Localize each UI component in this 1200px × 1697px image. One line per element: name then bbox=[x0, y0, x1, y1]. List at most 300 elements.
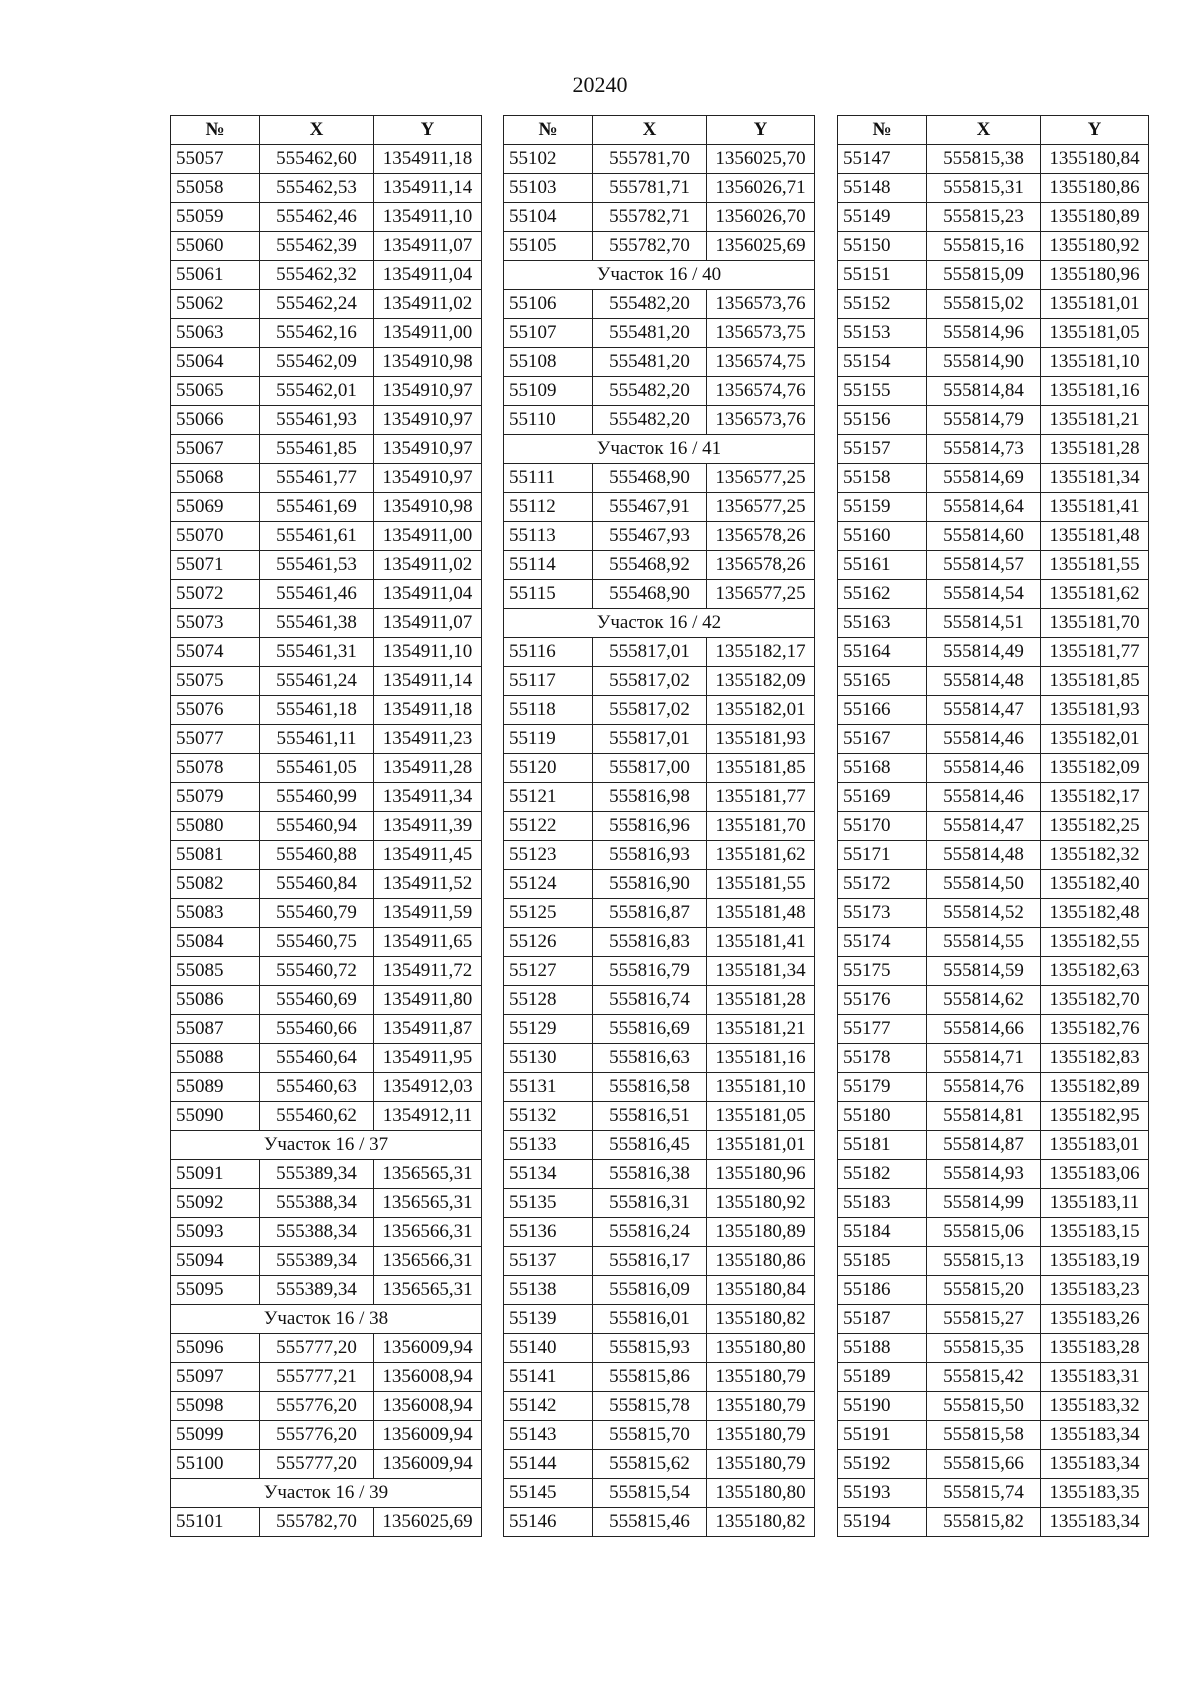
x-coordinate: 555814,69 bbox=[927, 464, 1041, 493]
x-coordinate: 555814,48 bbox=[927, 841, 1041, 870]
x-coordinate: 555815,70 bbox=[593, 1421, 707, 1450]
y-coordinate: 1355181,55 bbox=[707, 870, 815, 899]
point-number: 55065 bbox=[171, 377, 260, 406]
y-coordinate: 1354910,98 bbox=[374, 348, 482, 377]
x-coordinate: 555782,70 bbox=[593, 232, 707, 261]
y-coordinate: 1355180,92 bbox=[707, 1189, 815, 1218]
y-coordinate: 1354912,11 bbox=[374, 1102, 482, 1131]
y-coordinate: 1354910,97 bbox=[374, 435, 482, 464]
table-row bbox=[504, 1247, 815, 1276]
y-coordinate: 1355183,19 bbox=[1041, 1247, 1149, 1276]
table-row bbox=[504, 841, 815, 870]
x-coordinate: 555816,51 bbox=[593, 1102, 707, 1131]
table-row bbox=[171, 1276, 482, 1305]
point-number: 55068 bbox=[171, 464, 260, 493]
point-number: 55071 bbox=[171, 551, 260, 580]
table-row bbox=[171, 841, 482, 870]
x-coordinate: 555462,32 bbox=[260, 261, 374, 290]
header-x: X bbox=[927, 116, 1041, 145]
x-coordinate: 555816,93 bbox=[593, 841, 707, 870]
table-row bbox=[838, 232, 1149, 261]
x-coordinate: 555814,71 bbox=[927, 1044, 1041, 1073]
table-row bbox=[171, 1363, 482, 1392]
x-coordinate: 555815,58 bbox=[927, 1421, 1041, 1450]
y-coordinate: 1356025,69 bbox=[374, 1508, 482, 1537]
x-coordinate: 555814,59 bbox=[927, 957, 1041, 986]
table-row bbox=[171, 725, 482, 754]
section-title: Участок 16 / 42 bbox=[504, 609, 815, 638]
x-coordinate: 555814,51 bbox=[927, 609, 1041, 638]
x-coordinate: 555814,62 bbox=[927, 986, 1041, 1015]
point-number: 55164 bbox=[838, 638, 927, 667]
table-row bbox=[838, 1276, 1149, 1305]
table-row bbox=[171, 1218, 482, 1247]
y-coordinate: 1354911,80 bbox=[374, 986, 482, 1015]
point-number: 55137 bbox=[504, 1247, 593, 1276]
section-title: Участок 16 / 41 bbox=[504, 435, 815, 464]
y-coordinate: 1356009,94 bbox=[374, 1334, 482, 1363]
x-coordinate: 555814,96 bbox=[927, 319, 1041, 348]
x-coordinate: 555814,90 bbox=[927, 348, 1041, 377]
y-coordinate: 1355180,96 bbox=[1041, 261, 1149, 290]
point-number: 55062 bbox=[171, 290, 260, 319]
x-coordinate: 555460,84 bbox=[260, 870, 374, 899]
y-coordinate: 1355181,28 bbox=[707, 986, 815, 1015]
x-coordinate: 555814,52 bbox=[927, 899, 1041, 928]
point-number: 55181 bbox=[838, 1131, 927, 1160]
table-row bbox=[171, 174, 482, 203]
y-coordinate: 1354911,04 bbox=[374, 580, 482, 609]
x-coordinate: 555814,57 bbox=[927, 551, 1041, 580]
point-number: 55153 bbox=[838, 319, 927, 348]
point-number: 55175 bbox=[838, 957, 927, 986]
x-coordinate: 555815,86 bbox=[593, 1363, 707, 1392]
x-coordinate: 555815,06 bbox=[927, 1218, 1041, 1247]
point-number: 55126 bbox=[504, 928, 593, 957]
point-number: 55170 bbox=[838, 812, 927, 841]
point-number: 55139 bbox=[504, 1305, 593, 1334]
y-coordinate: 1355181,16 bbox=[1041, 377, 1149, 406]
point-number: 55135 bbox=[504, 1189, 593, 1218]
y-coordinate: 1356578,26 bbox=[707, 522, 815, 551]
header-number: № bbox=[504, 116, 593, 145]
table-row bbox=[838, 464, 1149, 493]
point-number: 55057 bbox=[171, 145, 260, 174]
y-coordinate: 1354911,45 bbox=[374, 841, 482, 870]
x-coordinate: 555461,38 bbox=[260, 609, 374, 638]
x-coordinate: 555482,20 bbox=[593, 406, 707, 435]
point-number: 55093 bbox=[171, 1218, 260, 1247]
table-row bbox=[171, 1247, 482, 1276]
point-number: 55141 bbox=[504, 1363, 593, 1392]
y-coordinate: 1354910,98 bbox=[374, 493, 482, 522]
x-coordinate: 555481,20 bbox=[593, 348, 707, 377]
point-number: 55103 bbox=[504, 174, 593, 203]
point-number: 55131 bbox=[504, 1073, 593, 1102]
point-number: 55166 bbox=[838, 696, 927, 725]
x-coordinate: 555815,16 bbox=[927, 232, 1041, 261]
x-coordinate: 555815,46 bbox=[593, 1508, 707, 1537]
table-row bbox=[504, 1392, 815, 1421]
table-row bbox=[171, 435, 482, 464]
point-number: 55132 bbox=[504, 1102, 593, 1131]
table-row bbox=[504, 638, 815, 667]
x-coordinate: 555816,74 bbox=[593, 986, 707, 1015]
table-row bbox=[171, 986, 482, 1015]
table-header-row bbox=[838, 116, 1149, 145]
point-number: 55074 bbox=[171, 638, 260, 667]
x-coordinate: 555461,69 bbox=[260, 493, 374, 522]
point-number: 55169 bbox=[838, 783, 927, 812]
x-coordinate: 555814,46 bbox=[927, 754, 1041, 783]
table-row bbox=[838, 1044, 1149, 1073]
table-row bbox=[504, 1479, 815, 1508]
x-coordinate: 555461,53 bbox=[260, 551, 374, 580]
x-coordinate: 555817,00 bbox=[593, 754, 707, 783]
table-row bbox=[504, 812, 815, 841]
y-coordinate: 1355183,34 bbox=[1041, 1421, 1149, 1450]
point-number: 55086 bbox=[171, 986, 260, 1015]
point-number: 55119 bbox=[504, 725, 593, 754]
x-coordinate: 555461,93 bbox=[260, 406, 374, 435]
point-number: 55140 bbox=[504, 1334, 593, 1363]
point-number: 55095 bbox=[171, 1276, 260, 1305]
point-number: 55106 bbox=[504, 290, 593, 319]
y-coordinate: 1356577,25 bbox=[707, 464, 815, 493]
y-coordinate: 1354911,34 bbox=[374, 783, 482, 812]
y-coordinate: 1355183,15 bbox=[1041, 1218, 1149, 1247]
section-title: Участок 16 / 38 bbox=[171, 1305, 482, 1334]
x-coordinate: 555482,20 bbox=[593, 377, 707, 406]
point-number: 55176 bbox=[838, 986, 927, 1015]
table-row bbox=[504, 1421, 815, 1450]
x-coordinate: 555814,99 bbox=[927, 1189, 1041, 1218]
y-coordinate: 1355181,70 bbox=[1041, 609, 1149, 638]
point-number: 55079 bbox=[171, 783, 260, 812]
point-number: 55112 bbox=[504, 493, 593, 522]
point-number: 55108 bbox=[504, 348, 593, 377]
y-coordinate: 1356025,70 bbox=[707, 145, 815, 174]
x-coordinate: 555816,45 bbox=[593, 1131, 707, 1160]
table-row bbox=[504, 1508, 815, 1537]
x-coordinate: 555815,82 bbox=[927, 1508, 1041, 1537]
table-row bbox=[171, 406, 482, 435]
x-coordinate: 555482,20 bbox=[593, 290, 707, 319]
y-coordinate: 1354911,00 bbox=[374, 522, 482, 551]
table-row bbox=[838, 1189, 1149, 1218]
x-coordinate: 555460,88 bbox=[260, 841, 374, 870]
x-coordinate: 555782,70 bbox=[260, 1508, 374, 1537]
x-coordinate: 555815,27 bbox=[927, 1305, 1041, 1334]
section-row bbox=[171, 1131, 482, 1160]
table-row bbox=[838, 580, 1149, 609]
table-row bbox=[504, 1044, 815, 1073]
x-coordinate: 555460,63 bbox=[260, 1073, 374, 1102]
table-row bbox=[838, 145, 1149, 174]
y-coordinate: 1355180,80 bbox=[707, 1479, 815, 1508]
table-row bbox=[504, 319, 815, 348]
table-row bbox=[504, 899, 815, 928]
x-coordinate: 555816,98 bbox=[593, 783, 707, 812]
coordinate-table-middle bbox=[503, 115, 815, 1537]
y-coordinate: 1355181,01 bbox=[707, 1131, 815, 1160]
table-row bbox=[504, 986, 815, 1015]
point-number: 55063 bbox=[171, 319, 260, 348]
y-coordinate: 1354911,95 bbox=[374, 1044, 482, 1073]
y-coordinate: 1355183,23 bbox=[1041, 1276, 1149, 1305]
point-number: 55147 bbox=[838, 145, 927, 174]
y-coordinate: 1354911,07 bbox=[374, 609, 482, 638]
y-coordinate: 1354910,97 bbox=[374, 464, 482, 493]
y-coordinate: 1355182,76 bbox=[1041, 1015, 1149, 1044]
table-row bbox=[838, 1450, 1149, 1479]
table-row bbox=[504, 1363, 815, 1392]
x-coordinate: 555814,48 bbox=[927, 667, 1041, 696]
table-row bbox=[171, 551, 482, 580]
table-row bbox=[838, 1479, 1149, 1508]
point-number: 55087 bbox=[171, 1015, 260, 1044]
point-number: 55073 bbox=[171, 609, 260, 638]
y-coordinate: 1356008,94 bbox=[374, 1392, 482, 1421]
point-number: 55127 bbox=[504, 957, 593, 986]
x-coordinate: 555776,20 bbox=[260, 1421, 374, 1450]
point-number: 55182 bbox=[838, 1160, 927, 1189]
table-row bbox=[504, 406, 815, 435]
table-row bbox=[171, 493, 482, 522]
point-number: 55167 bbox=[838, 725, 927, 754]
x-coordinate: 555462,09 bbox=[260, 348, 374, 377]
y-coordinate: 1355181,62 bbox=[707, 841, 815, 870]
x-coordinate: 555781,71 bbox=[593, 174, 707, 203]
y-coordinate: 1354911,04 bbox=[374, 261, 482, 290]
y-coordinate: 1355181,34 bbox=[707, 957, 815, 986]
y-coordinate: 1355180,84 bbox=[707, 1276, 815, 1305]
x-coordinate: 555460,64 bbox=[260, 1044, 374, 1073]
section-title: Участок 16 / 37 bbox=[171, 1131, 482, 1160]
y-coordinate: 1355180,79 bbox=[707, 1392, 815, 1421]
y-coordinate: 1356566,31 bbox=[374, 1247, 482, 1276]
table-row bbox=[838, 1508, 1149, 1537]
point-number: 55165 bbox=[838, 667, 927, 696]
point-number: 55186 bbox=[838, 1276, 927, 1305]
table-row bbox=[838, 609, 1149, 638]
y-coordinate: 1354911,65 bbox=[374, 928, 482, 957]
y-coordinate: 1354911,23 bbox=[374, 725, 482, 754]
table-row bbox=[838, 899, 1149, 928]
x-coordinate: 555817,02 bbox=[593, 667, 707, 696]
y-coordinate: 1354911,10 bbox=[374, 203, 482, 232]
table-row bbox=[838, 435, 1149, 464]
x-coordinate: 555816,87 bbox=[593, 899, 707, 928]
x-coordinate: 555814,47 bbox=[927, 696, 1041, 725]
y-coordinate: 1354911,39 bbox=[374, 812, 482, 841]
point-number: 55113 bbox=[504, 522, 593, 551]
point-number: 55163 bbox=[838, 609, 927, 638]
y-coordinate: 1355181,77 bbox=[707, 783, 815, 812]
table-row bbox=[171, 1160, 482, 1189]
point-number: 55099 bbox=[171, 1421, 260, 1450]
point-number: 55156 bbox=[838, 406, 927, 435]
table-row bbox=[504, 493, 815, 522]
y-coordinate: 1355181,10 bbox=[707, 1073, 815, 1102]
table-row bbox=[838, 348, 1149, 377]
table-row bbox=[504, 174, 815, 203]
y-coordinate: 1355183,28 bbox=[1041, 1334, 1149, 1363]
x-coordinate: 555816,17 bbox=[593, 1247, 707, 1276]
point-number: 55194 bbox=[838, 1508, 927, 1537]
point-number: 55066 bbox=[171, 406, 260, 435]
y-coordinate: 1355180,96 bbox=[707, 1160, 815, 1189]
x-coordinate: 555481,20 bbox=[593, 319, 707, 348]
y-coordinate: 1356573,75 bbox=[707, 319, 815, 348]
point-number: 55118 bbox=[504, 696, 593, 725]
y-coordinate: 1355180,80 bbox=[707, 1334, 815, 1363]
table-row bbox=[171, 348, 482, 377]
x-coordinate: 555816,83 bbox=[593, 928, 707, 957]
table-row bbox=[504, 667, 815, 696]
y-coordinate: 1355181,62 bbox=[1041, 580, 1149, 609]
y-coordinate: 1355183,26 bbox=[1041, 1305, 1149, 1334]
point-number: 55168 bbox=[838, 754, 927, 783]
y-coordinate: 1355181,05 bbox=[1041, 319, 1149, 348]
y-coordinate: 1355181,77 bbox=[1041, 638, 1149, 667]
point-number: 55187 bbox=[838, 1305, 927, 1334]
y-coordinate: 1356565,31 bbox=[374, 1189, 482, 1218]
table-row bbox=[171, 232, 482, 261]
x-coordinate: 555816,01 bbox=[593, 1305, 707, 1334]
header-y: Y bbox=[1041, 116, 1149, 145]
table-row bbox=[171, 1102, 482, 1131]
x-coordinate: 555461,24 bbox=[260, 667, 374, 696]
point-number: 55191 bbox=[838, 1421, 927, 1450]
x-coordinate: 555468,90 bbox=[593, 464, 707, 493]
point-number: 55129 bbox=[504, 1015, 593, 1044]
y-coordinate: 1355181,34 bbox=[1041, 464, 1149, 493]
point-number: 55178 bbox=[838, 1044, 927, 1073]
table-row bbox=[838, 957, 1149, 986]
table-row bbox=[838, 203, 1149, 232]
y-coordinate: 1355182,48 bbox=[1041, 899, 1149, 928]
point-number: 55157 bbox=[838, 435, 927, 464]
point-number: 55130 bbox=[504, 1044, 593, 1073]
y-coordinate: 1354911,18 bbox=[374, 145, 482, 174]
section-row bbox=[504, 261, 815, 290]
table-row bbox=[171, 1392, 482, 1421]
point-number: 55161 bbox=[838, 551, 927, 580]
point-number: 55088 bbox=[171, 1044, 260, 1073]
y-coordinate: 1354911,72 bbox=[374, 957, 482, 986]
point-number: 55146 bbox=[504, 1508, 593, 1537]
x-coordinate: 555816,96 bbox=[593, 812, 707, 841]
point-number: 55144 bbox=[504, 1450, 593, 1479]
y-coordinate: 1355180,92 bbox=[1041, 232, 1149, 261]
y-coordinate: 1355180,82 bbox=[707, 1305, 815, 1334]
x-coordinate: 555815,20 bbox=[927, 1276, 1041, 1305]
x-coordinate: 555817,02 bbox=[593, 696, 707, 725]
point-number: 55123 bbox=[504, 841, 593, 870]
y-coordinate: 1355182,17 bbox=[1041, 783, 1149, 812]
point-number: 55111 bbox=[504, 464, 593, 493]
x-coordinate: 555460,79 bbox=[260, 899, 374, 928]
header-y: Y bbox=[374, 116, 482, 145]
y-coordinate: 1356565,31 bbox=[374, 1160, 482, 1189]
y-coordinate: 1355182,01 bbox=[1041, 725, 1149, 754]
y-coordinate: 1355181,28 bbox=[1041, 435, 1149, 464]
x-coordinate: 555815,23 bbox=[927, 203, 1041, 232]
point-number: 55105 bbox=[504, 232, 593, 261]
x-coordinate: 555468,92 bbox=[593, 551, 707, 580]
table-row bbox=[171, 899, 482, 928]
table-row bbox=[504, 1015, 815, 1044]
table-header-row bbox=[504, 116, 815, 145]
table-row bbox=[171, 261, 482, 290]
y-coordinate: 1356008,94 bbox=[374, 1363, 482, 1392]
y-coordinate: 1355182,09 bbox=[707, 667, 815, 696]
point-number: 55184 bbox=[838, 1218, 927, 1247]
y-coordinate: 1354911,00 bbox=[374, 319, 482, 348]
x-coordinate: 555461,61 bbox=[260, 522, 374, 551]
y-coordinate: 1354911,02 bbox=[374, 551, 482, 580]
point-number: 55104 bbox=[504, 203, 593, 232]
point-number: 55143 bbox=[504, 1421, 593, 1450]
point-number: 55183 bbox=[838, 1189, 927, 1218]
y-coordinate: 1354911,28 bbox=[374, 754, 482, 783]
y-coordinate: 1356574,76 bbox=[707, 377, 815, 406]
table-row bbox=[838, 261, 1149, 290]
point-number: 55083 bbox=[171, 899, 260, 928]
y-coordinate: 1356026,70 bbox=[707, 203, 815, 232]
y-coordinate: 1355182,25 bbox=[1041, 812, 1149, 841]
x-coordinate: 555460,69 bbox=[260, 986, 374, 1015]
x-coordinate: 555462,39 bbox=[260, 232, 374, 261]
x-coordinate: 555814,87 bbox=[927, 1131, 1041, 1160]
point-number: 55084 bbox=[171, 928, 260, 957]
table-row bbox=[171, 377, 482, 406]
table-row bbox=[171, 812, 482, 841]
x-coordinate: 555815,50 bbox=[927, 1392, 1041, 1421]
y-coordinate: 1354912,03 bbox=[374, 1073, 482, 1102]
x-coordinate: 555814,49 bbox=[927, 638, 1041, 667]
table-row bbox=[171, 783, 482, 812]
point-number: 55110 bbox=[504, 406, 593, 435]
table-row bbox=[838, 1102, 1149, 1131]
table-row bbox=[171, 203, 482, 232]
header-number: № bbox=[838, 116, 927, 145]
header-y: Y bbox=[707, 116, 815, 145]
table-row bbox=[838, 638, 1149, 667]
point-number: 55148 bbox=[838, 174, 927, 203]
header-number: № bbox=[171, 116, 260, 145]
table-row bbox=[504, 145, 815, 174]
table-row bbox=[171, 696, 482, 725]
point-number: 55133 bbox=[504, 1131, 593, 1160]
point-number: 55070 bbox=[171, 522, 260, 551]
table-row bbox=[838, 319, 1149, 348]
table-row bbox=[838, 812, 1149, 841]
y-coordinate: 1355181,01 bbox=[1041, 290, 1149, 319]
point-number: 55150 bbox=[838, 232, 927, 261]
point-number: 55190 bbox=[838, 1392, 927, 1421]
y-coordinate: 1354911,14 bbox=[374, 174, 482, 203]
y-coordinate: 1355180,82 bbox=[707, 1508, 815, 1537]
point-number: 55122 bbox=[504, 812, 593, 841]
y-coordinate: 1356025,69 bbox=[707, 232, 815, 261]
table-row bbox=[504, 696, 815, 725]
x-coordinate: 555461,05 bbox=[260, 754, 374, 783]
point-number: 55075 bbox=[171, 667, 260, 696]
table-row bbox=[504, 551, 815, 580]
table-row bbox=[171, 870, 482, 899]
